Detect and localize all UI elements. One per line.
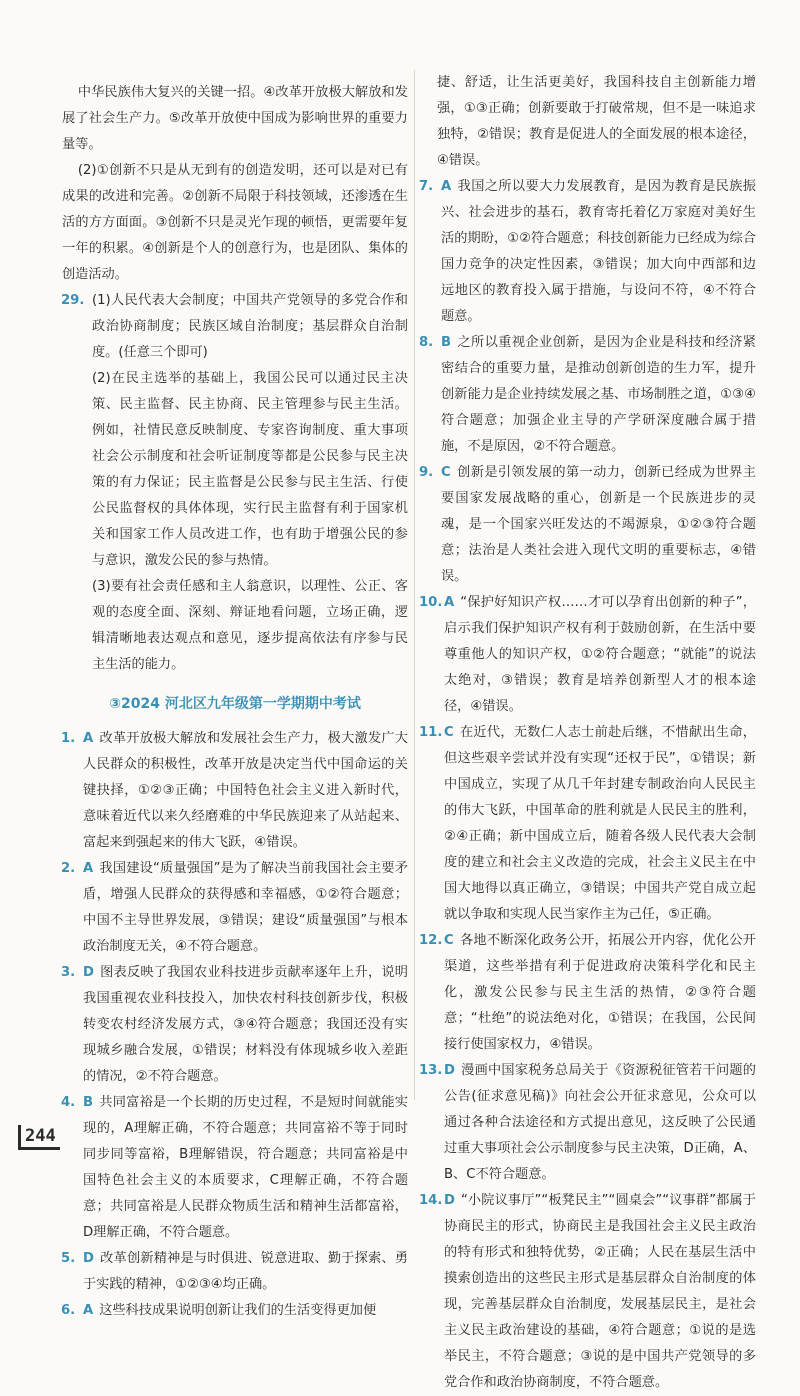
answer-item (420, 720, 756, 928)
column-divider (414, 70, 415, 1100)
answer-item (62, 856, 408, 960)
answer-explanation: “保护好知识产权……才可以孕育出创新的种子”，启示我们保护知识产权有利于鼓励创新，在生活中要尊重他人的知识产权，①②符合题意；“就能”的说法太绝对，③错误；教育是培养创新型人才的根本途径，④错误。 (444, 595, 756, 714)
answer-explanation: 之所以重视企业创新，是因为企业是科技和经济紧密结合的重要力量，是推动创新创造的生力军，提升创新能力是企业持续发展之基、市场制胜之道，①③④符合题意；加强企业主导的产学研深度融合属于措施，不是原因，②不符合题意。 (441, 335, 756, 454)
item-number: 7. (419, 179, 434, 194)
section-title: ③2024 河北区九年级第一学期期中考试 (109, 696, 361, 712)
answer-letter: A (83, 731, 94, 746)
answer-explanation: 共同富裕是一个长期的历史过程，不是短时间就能实现的，A理解正确，不符合题意；共同富裕不等于同时同步同等富裕，B理解错误，符合题意；共同富裕是中国特色社会主义的本质要求，C理解正确，不符合题意；共同富裕是人民群众物质生活和精神生活都富裕，D理解正确，不符合题意。 (83, 1095, 408, 1240)
answer-letter: B (441, 335, 452, 350)
intro-continuation: 中华民族伟大复兴的关键一招。④改革开放极大解放和发展了社会生产力。⑤改革开放使中国成为影响世界的重要力量等。 (62, 85, 408, 152)
item-number: 13. (419, 1063, 443, 1078)
page-number (18, 1125, 60, 1150)
item-number: 2. (61, 861, 76, 876)
answer-item (62, 1090, 408, 1246)
answer-29-part-3: (3)要有社会责任感和主人翁意识，以理性、公正、客观的态度全面、深刻、辩证地看问题，立场正确，逻辑清晰地表达观点和意见，逐步提高依法有序参与民主生活的能力。 (92, 579, 408, 672)
right-column (420, 70, 756, 1396)
answer-29 (62, 288, 408, 678)
right-answer-list (420, 174, 756, 1396)
answer-letter: D (83, 1251, 94, 1266)
item-number: 8. (419, 335, 434, 350)
item-number: 4. (61, 1095, 76, 1110)
answer-letter: A (83, 861, 94, 876)
answer-letter: A (444, 595, 455, 610)
answer-item (420, 174, 756, 330)
answer-explanation: 我国之所以要大力发展教育，是因为教育是民族振兴、社会进步的基石，教育寄托着亿万家庭对美好生活的期盼，①②符合题意；科技创新能力已经成为综合国力竞争的决定性因素，③错误；加大向中西部和边远地区的教育投入属于措施，与设问不符，④不符合题意。 (441, 179, 756, 324)
answer-item (62, 960, 408, 1090)
answer-explanation: 改革开放极大解放和发展社会生产力，极大激发广大人民群众的积极性，改革开放是决定当代中国命运的关键抉择，①②③正确；中国特色社会主义进入新时代，意味着近代以来久经磨难的中华民族迎来了从站起来、富起来到强起来的伟大飞跃，④错误。 (83, 731, 408, 850)
answer-letter: C (444, 725, 454, 740)
answer-explanation: 在近代，无数仁人志士前赴后继，不惜献出生命，但这些艰辛尝试并没有实现“还权于民”，①错误；新中国成立，实现了从几千年封建专制政治向人民民主的伟大飞跃，中国革命的胜利就是人民民主的胜利，②④正确；新中国成立后，随着各级人民代表大会制度的建立和社会主义改造的完成，社会主义民主在中国大地得以真正确立，③错误；中国共产党自成立起就以争取和实现人民当家作主为己任，⑤正确。 (444, 725, 756, 922)
answer-29-part-2: (2)在民主选举的基础上，我国公民可以通过民主决策、民主监督、民主协商、民主管理参与民主生活。例如，社情民意反映制度、专家咨询制度、重大事项社会公示制度和社会听证制度等都是公民参与民主决策的有力保证；民主监督是公民参与民主生活、行使公民监督权的具体体现，实行民主监督有利于国家机关和国家工作人员改进工作，也有助于增强公民的参与意识，激发公民的参与热情。 (92, 371, 408, 568)
answer-explanation: 图表反映了我国农业科技进步贡献率逐年上升，说明我国重视农业科技投入，加快农村科技创新步伐，积极转变农村经济发展方式，③④符合题意；我国还没有实现城乡融合发展，①错误；材料没有体现城乡收入差距的情况，②不符合题意。 (83, 965, 408, 1084)
answer-item (420, 590, 756, 720)
answer-explanation: 我国建设“质量强国”是为了解决当前我国社会主要矛盾，增强人民群众的获得感和幸福感，①②符合题意；中国不主导世界发展，③错误；建设“质量强国”与根本政治制度无关，④不符合题意。 (83, 861, 408, 954)
item-number: 14. (419, 1193, 443, 1208)
item-number: 5. (61, 1251, 76, 1266)
answer-item (62, 1298, 408, 1324)
page-number-text: 244 (25, 1126, 56, 1146)
item-number: 1. (61, 731, 76, 746)
item-number: 6. (61, 1303, 76, 1318)
item-number: 9. (419, 465, 434, 480)
answer-letter: C (441, 465, 451, 480)
answer-explanation: 创新是引领发展的第一动力，创新已经成为世界主要国家发展战略的重心，创新是一个民族进步的灵魂，是一个国家兴旺发达的不竭源泉，①②③符合题意；法治是人类社会进入现代文明的重要标志，④错误。 (441, 465, 756, 584)
answer-item (420, 1188, 756, 1396)
answer-letter: D (444, 1193, 455, 1208)
answer-item (420, 928, 756, 1058)
item-number: 12. (419, 933, 443, 948)
item-number: 10. (419, 595, 443, 610)
item-number: 11. (419, 725, 443, 740)
answer-item (420, 330, 756, 460)
answer-explanation: 这些科技成果说明创新让我们的生活变得更加便 (99, 1303, 377, 1318)
answer-explanation: 漫画中国家税务总局关于《资源税征管若干问题的公告(征求意见稿)》向社会公开征求意见，公众可以通过各种合法途径和方式提出意见，这反映了公民通过重大事项社会公示制度参与民主决策，D正确，A、B、C不符合题意。 (444, 1063, 756, 1182)
answer-letter: A (83, 1303, 94, 1318)
right-continuation: 捷、舒适，让生活更美好，我国科技自主创新能力增强，①③正确；创新要敢于打破常规，但不是一味追求独特，②错误；教育是促进人的全面发展的根本途径，④错误。 (437, 75, 756, 168)
answer-letter: D (83, 965, 94, 980)
answer-29-part-1: (1)人民代表大会制度；中国共产党领导的多党合作和政治协商制度；民族区域自治制度；基层群众自治制度。(任意三个即可) (92, 293, 408, 360)
answer-letter: C (444, 933, 454, 948)
intro-answer-2: (2)①创新不只是从无到有的创造发明，还可以是对已有成果的改进和完善。②创新不局限于科技领域，还渗透在生活的方方面面。③创新不只是灵光乍现的顿悟，更需要年复一年的积累。④创新是个人的创意行为，也是团队、集体的创造活动。 (62, 163, 408, 282)
answer-explanation: “小院议事厅”“板凳民主”“圆桌会”“议事群”都属于协商民主的形式，协商民主是我国社会主义民主政治的特有形式和独特优势，②正确；人民在基层生活中摸索创造出的这些民主形式是基层群众自治制度的体现，完善基层群众自治制度，发展基层民主，是社会主义民主政治建设的基础，④符合题意；①说的是选举民主，不符合题意；③说的是中国共产党领导的多党合作和政治协商制度，不符合题意。 (444, 1193, 756, 1390)
left-column (62, 80, 408, 1324)
answer-letter: A (441, 179, 452, 194)
answer-letter: D (444, 1063, 455, 1078)
answer-explanation: 各地不断深化政务公开，拓展公开内容，优化公开渠道，这些举措有利于促进政府决策科学化和民主化，激发公民参与民主生活的热情，②③符合题意；“杜绝”的说法绝对化，①错误；在我国，公民间接行使国家权力，④错误。 (444, 933, 756, 1052)
item-number: 3. (61, 965, 76, 980)
answer-letter: B (83, 1095, 94, 1110)
answer-item (62, 726, 408, 856)
left-answer-list (62, 726, 408, 1324)
answer-item (62, 1246, 408, 1298)
answer-explanation: 改革创新精神是与时俱进、锐意进取、勤于探索、勇于实践的精神，①②③④均正确。 (83, 1251, 408, 1292)
answer-item (420, 460, 756, 590)
answer-item (420, 1058, 756, 1188)
item-number: 29. (61, 293, 85, 308)
